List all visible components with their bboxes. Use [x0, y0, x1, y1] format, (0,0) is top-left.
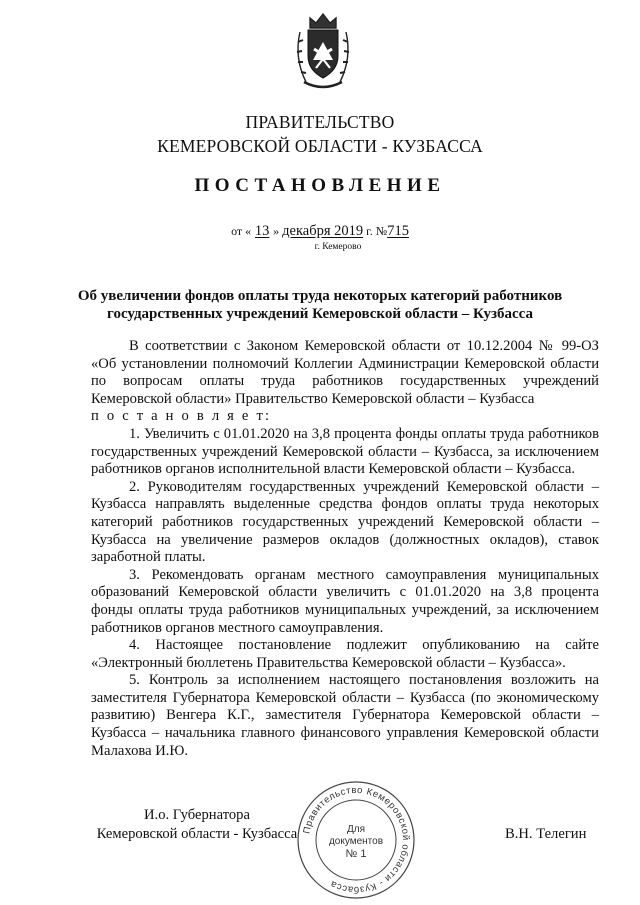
clause-1: 1. Увеличить с 01.01.2020 на 3,8 процента фонды оплаты труда работников государственных учреждений Кемеровской области – Кузбасса, за исключением работников органов исполнительной власти Кемеровской области – Кузбасса. — [91, 425, 599, 478]
date-month-year: декабря 2019 — [282, 223, 364, 239]
government-title-line1: ПРАВИТЕЛЬСТВО — [245, 112, 395, 132]
city-label: г. Кемерово — [314, 242, 362, 252]
signatory-title-line2: Кемеровской области - Кузбасса — [96, 826, 298, 842]
clause-2: 2. Руководителям государственных учреждений Кемеровской области – Кузбасса направлять выделенные средства фондов оплаты труда некоторых категорий работников государственных учреждений Кемеровской области – Кузбасса на увеличение размеров окладов (должностных окладов), ставок заработной платы. — [91, 478, 599, 566]
resolution-subject — [60, 287, 580, 323]
date-day: 13 — [254, 223, 270, 239]
subject-line1: Об увеличении фондов оплаты труда некоторых категорий работников — [77, 288, 563, 304]
clause-3: 3. Рекомендовать органам местного самоуправления муниципальных образований Кемеровской области увеличить с 01.01.2020 на 3,8 процента фонды оплаты труда работников муниципальных учреждений, за исключением работников органов местного самоуправления. — [91, 566, 599, 636]
government-title-line2: КЕМЕРОВСКОЙ ОБЛАСТИ - КУЗБАССА — [157, 136, 483, 156]
resolution-body — [91, 338, 599, 760]
number-label: № — [375, 224, 388, 238]
document-number: 715 — [387, 223, 409, 239]
clause-5: 5. Контроль за исполнением настоящего постановления возложить на заместителя Губернатора Кемеровской области – Кузбасса (по экономическому развитию) Венгера К.Г., заместителя Губернатора Кемеровской области – Кузбасса – начальника главного финансового управления Кемеровской области Малахова И.Ю. — [91, 672, 599, 759]
stamp-center-line1: Для — [346, 824, 366, 835]
clause-4: 4. Настоящее постановление подлежит опубликованию на сайте «Электронный бюллетень Правительства Кемеровской области – Кузбасса». — [91, 637, 599, 671]
document-type-title: ПОСТАНОВЛЕНИЕ — [194, 175, 446, 196]
intro-paragraph: В соответствии с Законом Кемеровской области от 10.12.2004 № 99-ОЗ «Об установлении полномочий Коллегии Администрации Кемеровской области по вопросам оплаты труда работников государственных учреждений Кемеровской области» Правительство Кемеровской области – Кузбасса — [91, 338, 599, 407]
date-year-suffix: г. — [366, 224, 373, 238]
date-prefix: от « — [231, 224, 252, 238]
resolves-line: п о с т а н о в л я е т: — [91, 408, 272, 425]
stamp-center-line2: документов — [328, 836, 384, 847]
date-number-line — [0, 223, 640, 240]
subject-line2: государственных учреждений Кемеровской области – Кузбасса — [107, 306, 533, 322]
signatory-name: В.Н. Телегин — [505, 826, 587, 842]
coat-of-arms-emblem — [292, 8, 354, 94]
stamp-ring-text: Правительство Кемеровской области - Кузбасса — [301, 784, 412, 896]
official-stamp — [294, 778, 418, 902]
stamp-center-line3: № 1 — [345, 848, 367, 860]
date-mid: » — [273, 224, 280, 238]
signatory-title-line1: И.о. Губернатора — [144, 807, 250, 823]
